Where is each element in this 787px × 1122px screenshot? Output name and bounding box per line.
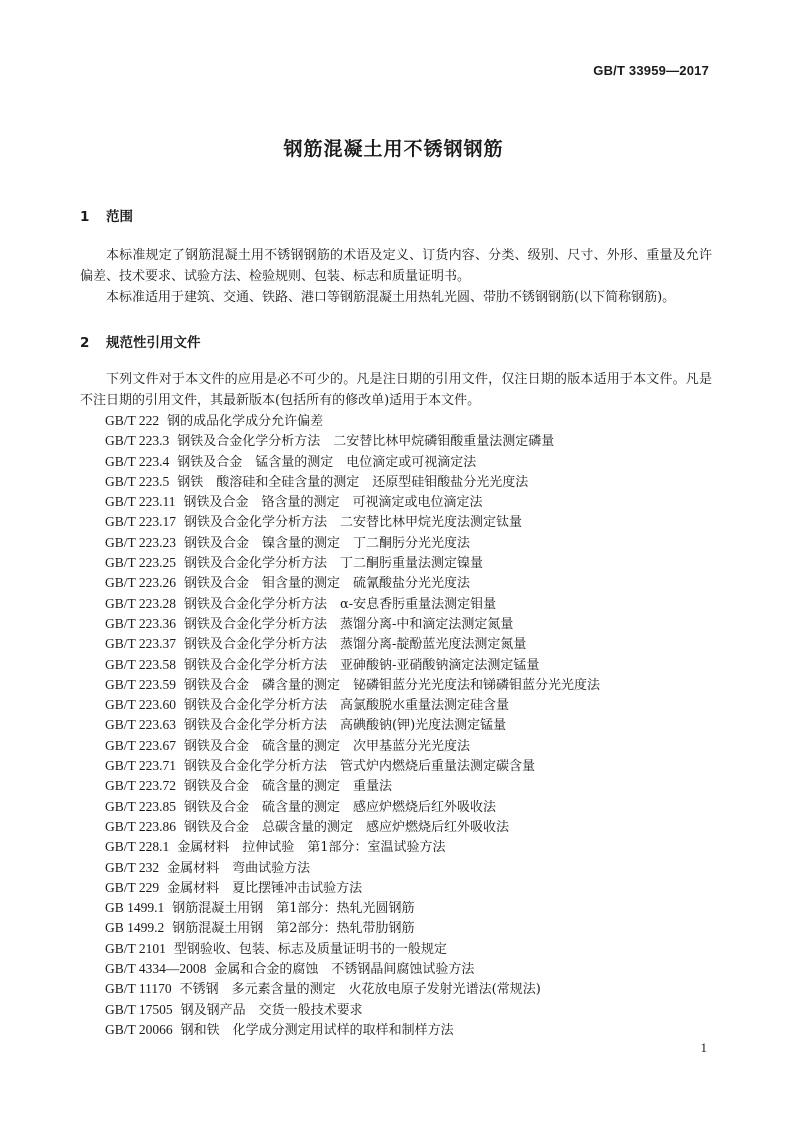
reference-code: GB/T 4334—2008 [105, 961, 207, 977]
reference-code: GB/T 223.3 [105, 433, 170, 449]
reference-item [105, 918, 705, 938]
reference-title: 金属材料 弯曲试验方法 [167, 860, 311, 876]
reference-list [105, 411, 705, 1040]
reference-code: GB/T 223.67 [105, 737, 177, 753]
reference-item [105, 715, 705, 735]
reference-item [105, 939, 705, 959]
reference-title: 不锈钢 多元素含量的测定 火花放电原子发射光谱法(常规法) [179, 982, 541, 998]
section-number: 1 [80, 209, 90, 225]
reference-title: 钢铁及合金 镍含量的测定 丁二酮肟分光光度法 [184, 535, 471, 551]
reference-title: 钢铁及合金化学分析方法 管式炉内燃烧后重量法测定碳含量 [184, 759, 536, 775]
reference-title: 金属材料 拉伸试验 第1部分：室温试验方法 [177, 840, 446, 856]
reference-item [105, 1000, 705, 1020]
reference-title: 钢铁及合金 铬含量的测定 可视滴定或电位滴定法 [183, 495, 483, 511]
reference-item [105, 634, 705, 654]
references-intro-paragraph: 下列文件对于本文件的应用是必不可少的。凡是注日期的引用文件，仅注日期的版本适用于本文件。凡是不注日期的引用文件，其最新版本(包括所有的修改单)适用于本文件。 [80, 372, 712, 408]
reference-item [105, 512, 705, 532]
reference-code: GB/T 223.59 [105, 676, 177, 692]
reference-item [105, 431, 705, 451]
reference-item [105, 553, 705, 573]
reference-code: GB/T 223.72 [105, 778, 177, 794]
reference-title: 钢筋混凝土用钢 第1部分：热轧光圆钢筋 [172, 901, 415, 917]
reference-item [105, 472, 705, 492]
reference-item [105, 817, 705, 837]
reference-title: 钢铁及合金 钼含量的测定 硫氰酸盐分光光度法 [184, 576, 471, 592]
reference-code: GB/T 228.1 [105, 839, 170, 855]
reference-code: GB/T 223.5 [105, 473, 170, 489]
reference-item [105, 452, 705, 472]
page-number: 1 [700, 1040, 707, 1055]
reference-item [105, 878, 705, 898]
reference-item [105, 594, 705, 614]
reference-title: 钢铁及合金 硫含量的测定 次甲基蓝分光光度法 [184, 738, 471, 754]
reference-title: 钢和铁 化学成分测定用试样的取样和制样方法 [180, 1022, 454, 1038]
reference-code: GB/T 223.71 [105, 758, 177, 774]
section-heading-scope [80, 205, 133, 225]
reference-item [105, 533, 705, 553]
reference-code: GB/T 223.85 [105, 798, 177, 814]
reference-title: 钢铁 酸溶硅和全硅含量的测定 还原型硅钼酸盐分光光度法 [177, 474, 529, 490]
scope-paragraph-2: 本标准适用于建筑、交通、铁路、港口等钢筋混凝土用热轧光圆、带肋不锈钢钢筋(以下简称钢筋)。 [106, 290, 676, 305]
reference-code: GB/T 223.60 [105, 697, 177, 713]
scope-paragraph-1: 本标准规定了钢筋混凝土用不锈钢钢筋的术语及定义、订货内容、分类、级别、尺寸、外形、重量及允许偏差、技术要求、试验方法、检验规则、包装、标志和质量证明书。 [80, 248, 712, 284]
reference-title: 钢铁及合金 硫含量的测定 重量法 [184, 779, 393, 795]
reference-item [105, 573, 705, 593]
reference-title: 钢铁及合金化学分析方法 高氯酸脱水重量法测定硅含量 [184, 698, 510, 714]
reference-item [105, 797, 705, 817]
reference-title: 钢铁及合金化学分析方法 蒸馏分离-靛酚蓝光度法测定氮量 [184, 637, 527, 653]
reference-item [105, 492, 705, 512]
reference-title: 钢铁及合金化学分析方法 蒸馏分离-中和滴定法测定氮量 [184, 616, 514, 632]
reference-item [105, 736, 705, 756]
reference-item [105, 837, 705, 857]
reference-code: GB/T 223.23 [105, 534, 177, 550]
reference-item [105, 614, 705, 634]
reference-title: 钢及钢产品 交货一般技术要求 [180, 1002, 363, 1018]
reference-title: 钢铁及合金化学分析方法 高碘酸钠(钾)光度法测定锰量 [184, 718, 507, 734]
document-title: 钢筋混凝土用不锈钢钢筋 [283, 138, 504, 160]
reference-code: GB 1499.1 [105, 900, 165, 916]
reference-item [105, 898, 705, 918]
standard-code: GB/T 33959—2017 [593, 63, 709, 78]
reference-code: GB/T 223.36 [105, 615, 177, 631]
reference-code: GB/T 223.26 [105, 575, 177, 591]
reference-title: 钢铁及合金化学分析方法 丁二酮肟重量法测定镍量 [184, 556, 484, 572]
reference-title: 型钢验收、包装、标志及质量证明书的一般规定 [173, 941, 447, 957]
reference-item [105, 1020, 705, 1040]
reference-title: 钢的成品化学成分允许偏差 [167, 414, 324, 429]
reference-code: GB/T 2101 [105, 940, 166, 956]
reference-item [105, 776, 705, 796]
reference-code: GB 1499.2 [105, 920, 165, 936]
reference-item [105, 695, 705, 715]
reference-item [105, 979, 705, 999]
reference-item [105, 655, 705, 675]
reference-code: GB/T 229 [105, 879, 160, 895]
section-title: 范围 [106, 209, 133, 225]
reference-title: 钢铁及合金化学分析方法 α-安息香肟重量法测定钼量 [184, 596, 497, 612]
reference-code: GB/T 223.11 [105, 494, 176, 510]
reference-title: 钢铁及合金 锰含量的测定 电位滴定或可视滴定法 [177, 454, 477, 470]
reference-code: GB/T 223.17 [105, 514, 177, 530]
reference-title: 金属材料 夏比摆锤冲击试验方法 [167, 880, 363, 896]
reference-item [105, 756, 705, 776]
section-heading-normative-references [80, 331, 201, 351]
reference-title: 钢铁及合金 磷含量的测定 铋磷钼蓝分光光度法和锑磷钼蓝分光光度法 [184, 677, 601, 693]
reference-code: GB/T 223.86 [105, 818, 177, 834]
reference-code: GB/T 222 [105, 413, 160, 428]
reference-code: GB/T 223.58 [105, 656, 177, 672]
reference-code: GB/T 20066 [105, 1021, 173, 1037]
reference-title: 金属和合金的腐蚀 不锈钢晶间腐蚀试验方法 [214, 962, 475, 978]
reference-code: GB/T 17505 [105, 1001, 173, 1017]
section-number: 2 [80, 335, 90, 351]
reference-item [105, 959, 705, 979]
reference-title: 钢铁及合金 总碳含量的测定 感应炉燃烧后红外吸收法 [184, 819, 510, 835]
reference-code: GB/T 11170 [105, 981, 172, 997]
reference-title: 钢铁及合金化学分析方法 二安替比林甲烷磷钼酸重量法测定磷量 [177, 434, 555, 450]
reference-item [105, 858, 705, 878]
section-title: 规范性引用文件 [106, 335, 201, 351]
reference-code: GB/T 232 [105, 859, 160, 875]
reference-code: GB/T 223.28 [105, 595, 177, 611]
reference-code: GB/T 223.37 [105, 636, 177, 652]
reference-title: 钢筋混凝土用钢 第2部分：热轧带肋钢筋 [172, 921, 415, 937]
reference-title: 钢铁及合金化学分析方法 亚砷酸钠-亚硝酸钠滴定法测定锰量 [184, 657, 540, 673]
reference-code: GB/T 223.25 [105, 555, 177, 571]
reference-code: GB/T 223.4 [105, 453, 170, 469]
reference-code: GB/T 223.63 [105, 717, 177, 733]
reference-item [105, 411, 705, 431]
reference-title: 钢铁及合金化学分析方法 二安替比林甲烷光度法测定钛量 [184, 515, 523, 531]
reference-item [105, 675, 705, 695]
reference-title: 钢铁及合金 硫含量的测定 感应炉燃烧后红外吸收法 [184, 799, 497, 815]
